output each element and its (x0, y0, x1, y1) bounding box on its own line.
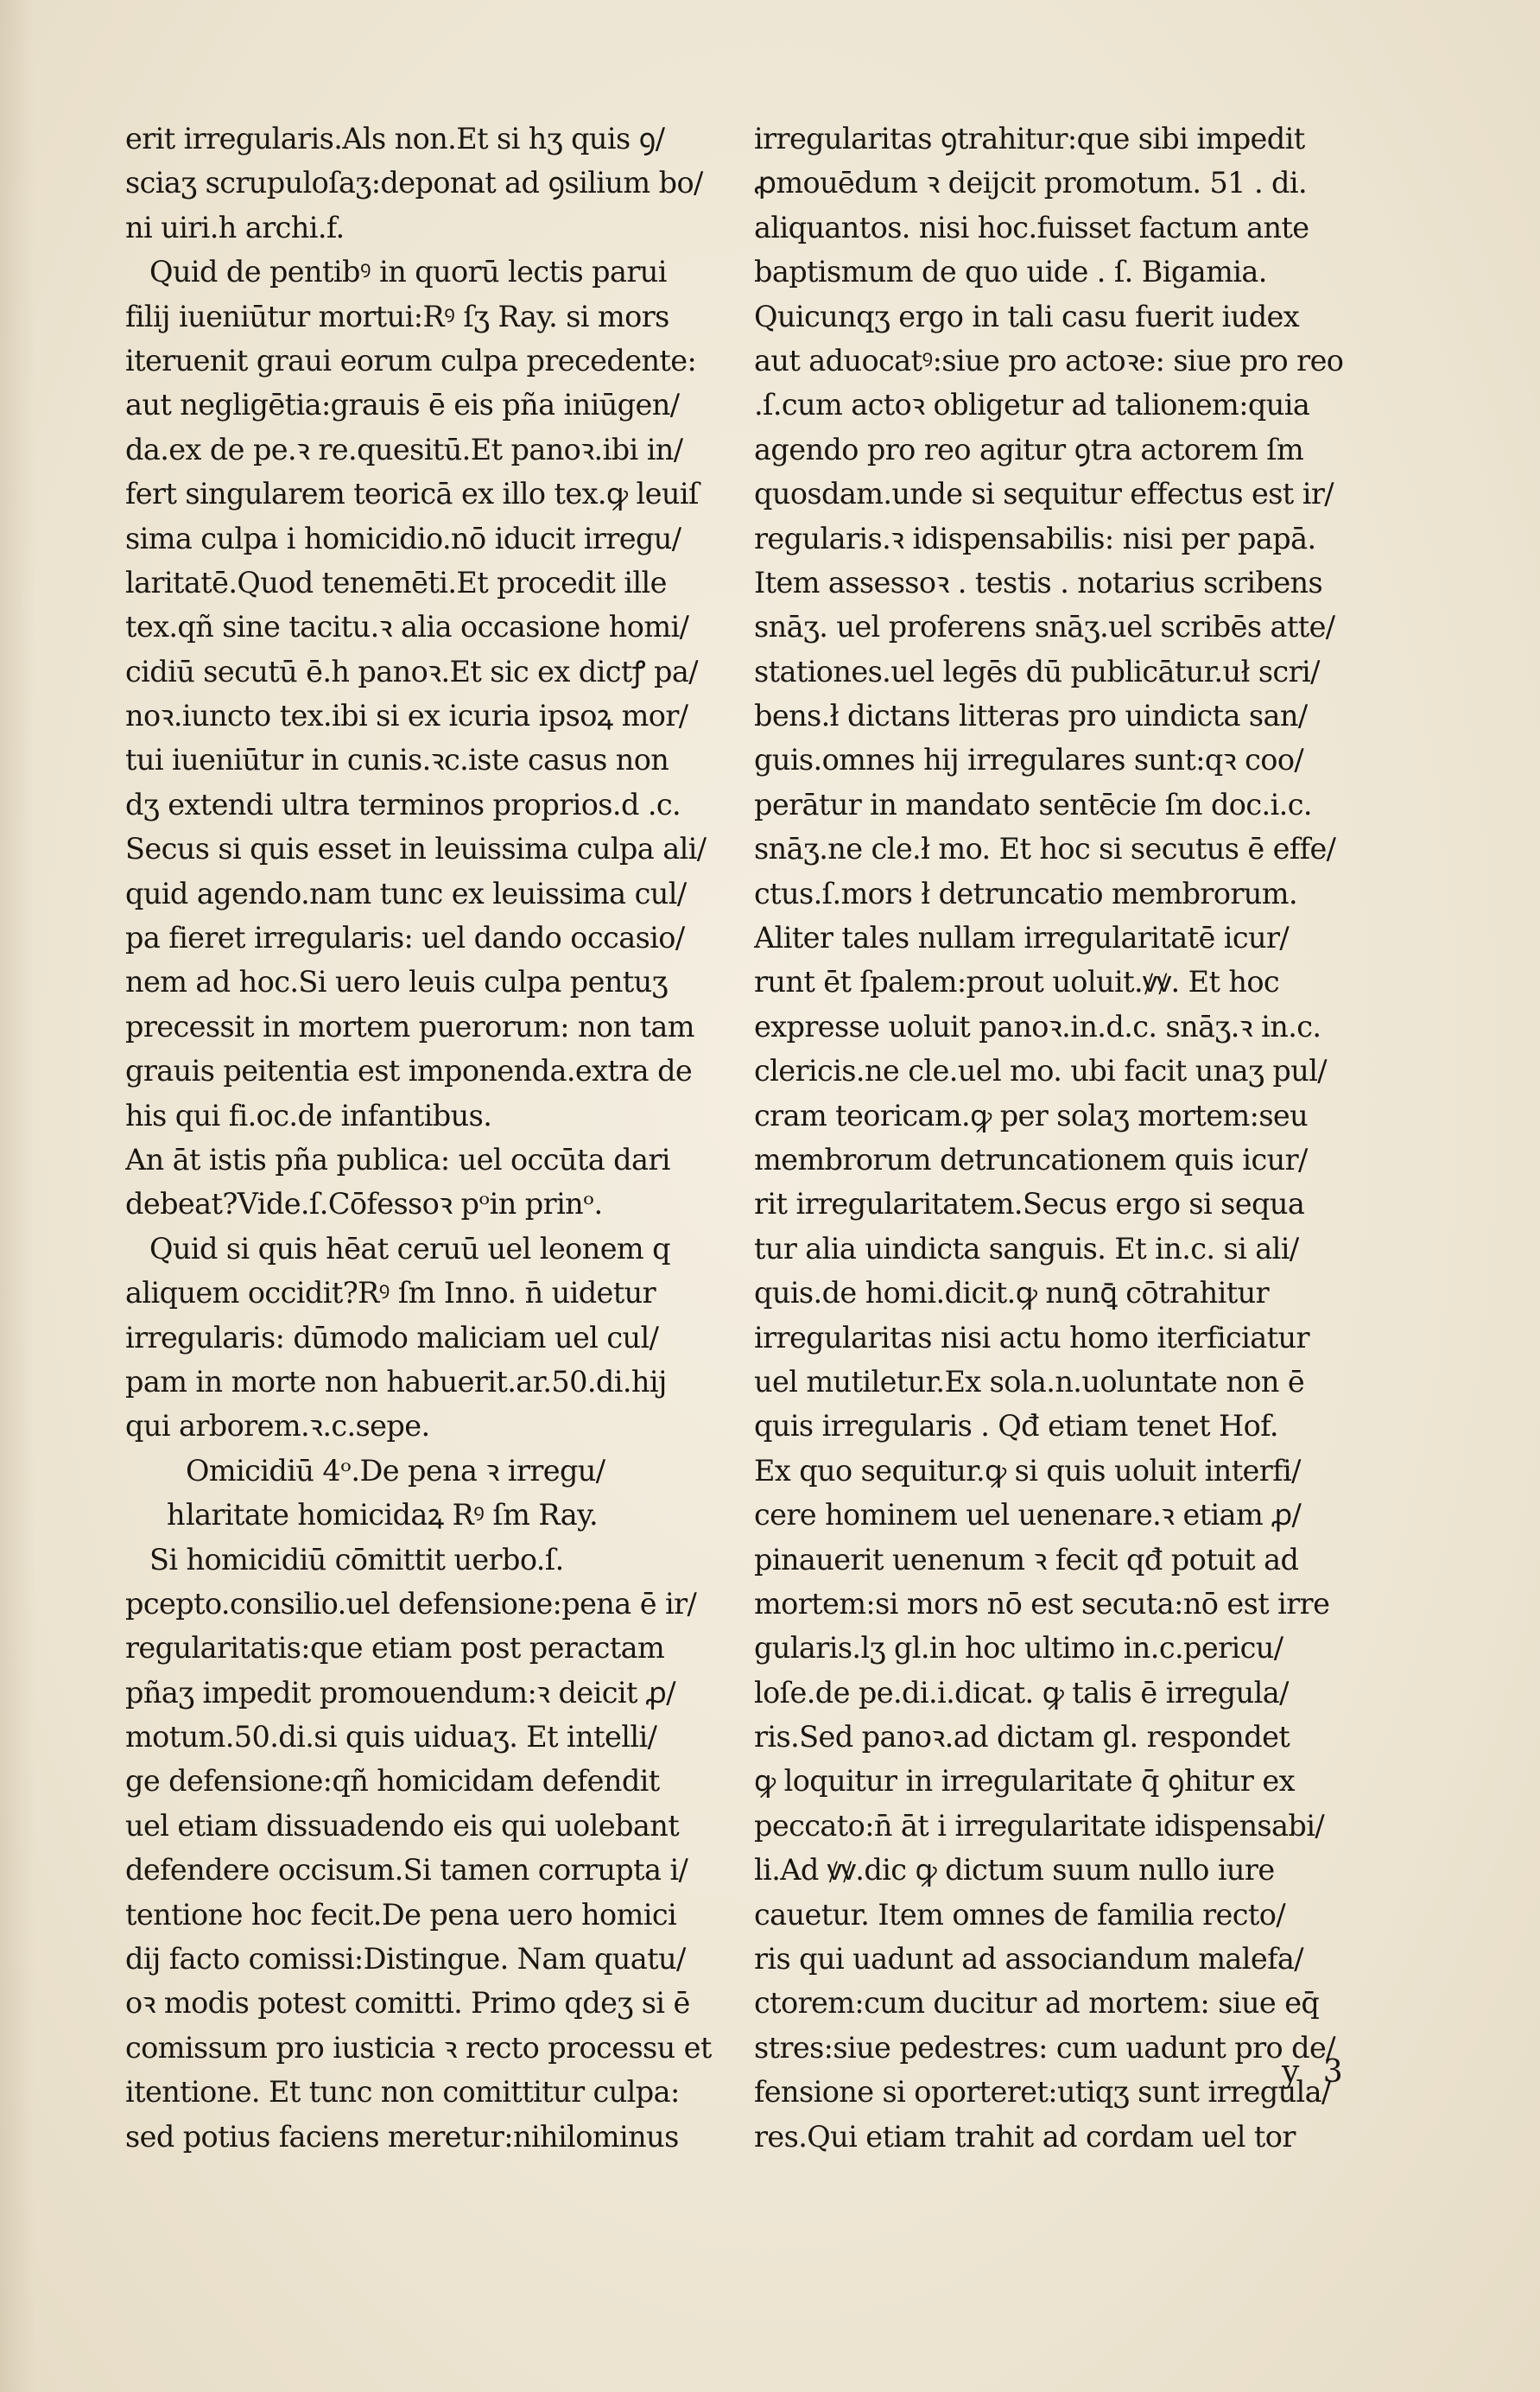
text-line: laritatē.Quod tenemēti.Et procedit ille (125, 565, 667, 600)
text-line: res.Qui etiam trahit ad cordam uel tor (754, 2119, 1296, 2154)
text-line: pa fieret irregularis: uel dando occasio/ (125, 921, 685, 955)
text-line: tur alia uindicta sanguis. Et in.c. si ali/ (754, 1231, 1299, 1266)
text-line: cidiū secutū ē.h panoꝛ.Et sic ex dictꝭ pa/ (125, 654, 698, 688)
text-line: Secus si quis esset in leuissima culpa ali/ (125, 832, 707, 866)
text-line: stres:siue pedestres: cum uadunt pro de/ (754, 2030, 1335, 2065)
text-line: filij iueniūtur mortui:Rꝰ ſʒ Ray. si mors (125, 299, 669, 333)
text-line: precessit in mortem puerorum: non tam (125, 1009, 694, 1044)
text-line: uel mutiletur.Ex sola.n.uoluntate non ē (754, 1364, 1305, 1399)
text-line: qui arborem.ꝛ.c.sepe. (125, 1409, 430, 1443)
text-line: sciaʒ scrupuloſaʒ:deponat ad ꝯsilium bo/ (125, 166, 703, 200)
text-line: da.ex de pe.ꝛ re.quesitū.Et panoꝛ.ibi in/ (125, 432, 683, 466)
text-line: quis.de homi.dicit.ꝙ nunꝗ̄ cōtrahitur (754, 1276, 1270, 1310)
text-line: aut aduocatꝰ:siue pro actoꝛe: siue pro reo (754, 343, 1344, 378)
text-line: Quid si quis hēat ceruū uel leonem q (149, 1231, 670, 1266)
text-line: ꝙ loquitur in irregularitate q̄ ꝯhitur ex (754, 1764, 1295, 1799)
text-line: An āt istis pña publica: uel occūta dari (125, 1142, 670, 1177)
text-line: oꝛ modis potest comitti. Primo qdeʒ si ē (125, 1986, 690, 2021)
text-line: sima culpa i homicidio.nō iducit irregu/ (125, 521, 681, 555)
text-line: irregularitas nisi actu homo iterficiatur (754, 1320, 1309, 1355)
text-line: snāʒ.ne cle.ł mo. Et hoc si secutus ē effe/ (754, 832, 1336, 866)
text-line: peccato:n̄ āt i irregularitate idispensabi/ (754, 1808, 1325, 1843)
left-column (125, 117, 740, 2159)
text-line: li.Ad ꝟꝟ.dic ꝙ dictum suum nullo iure (754, 1853, 1275, 1888)
text-line: snāʒ. uel proferens snāʒ.uel scribēs atte/ (754, 610, 1335, 644)
text-line: regularitatis:que etiam post peractam (125, 1631, 665, 1666)
text-line: ꝓmouēdum ꝛ deijcit promotum. 51 . di. (754, 166, 1308, 200)
text-line: noꝛ.iuncto tex.ibi si ex icuria ipsoꝝ mor/ (125, 699, 688, 733)
text-line: erit irregularis.Als non.Et si hʒ quis ꝯ/ (125, 122, 665, 155)
guide-letter-spacer (167, 1449, 186, 1493)
text-line: nem ad hoc.Si uero leuis culpa pentuʒ (125, 965, 668, 999)
text-line: itentione. Et tunc non comittitur culpa: (125, 2075, 680, 2110)
text-line: Quid de pentibꝰ in quorū lectis parui (149, 255, 667, 289)
text-line: Ex quo sequitur.ꝙ si quis uoluit interfi/ (754, 1453, 1301, 1488)
text-line: baptismum de quo uide . ſ. Bigamia. (754, 255, 1267, 289)
heading-line: Omicidiū 4ᵒ.De pena ꝛ irregu/ (186, 1453, 605, 1488)
text-line: irregularis: dūmodo maliciam uel cul/ (125, 1320, 659, 1355)
text-line: Si homicidiū cōmittit uerbo.ſ. (149, 1542, 564, 1577)
text-line: Quicunqʒ ergo in tali casu fuerit iudex (754, 299, 1300, 333)
text-line: tui iueniūtur in cunis.ꝛc.iste casus non (125, 743, 669, 777)
text-line: clericis.ne cle.uel mo. ubi facit unaʒ pul/ (754, 1054, 1327, 1088)
text-line: irregularitas ꝯtrahitur:que sibi impedit (754, 122, 1305, 155)
text-line: quid agendo.nam tunc ex leuissima cul/ (125, 876, 687, 910)
text-line: uel etiam dissuadendo eis qui uolebant (125, 1808, 680, 1843)
text-line: bens.ł dictans litteras pro uindicta san/ (754, 699, 1308, 733)
text-line: cram teoricam.ꝙ per solaʒ mortem:seu (754, 1098, 1309, 1133)
text-line: expresse uoluit panoꝛ.in.d.c. snāʒ.ꝛ in.c. (754, 1009, 1321, 1044)
guide-letter (125, 1449, 186, 1538)
text-line: aliquantos. nisi hoc.fuisset factum ante (754, 210, 1309, 244)
text-line: loſe.de pe.di.i.dicat. ꝙ talis ē irregula/ (754, 1675, 1289, 1710)
text-line: mortem:si mors nō est secuta:nō est irre (754, 1586, 1330, 1621)
text-line: pinauerit uenenum ꝛ fecit qđ potuit ad (754, 1542, 1299, 1577)
text-line: pcepto.consilio.uel defensione:pena ē ir/ (125, 1586, 697, 1621)
text-line: pñaʒ impedit promouendum:ꝛ deicit ꝓ/ (125, 1675, 675, 1710)
text-line: pam in morte non habuerit.ar.50.di.hij (125, 1364, 667, 1399)
text-line: comissum pro iusticia ꝛ recto processu et (125, 2030, 712, 2065)
text-line: perātur in mandato sentēcie ſm doc.i.c. (754, 787, 1312, 822)
text-line: dʒ extendi ultra terminos proprios.d .c. (125, 787, 681, 822)
section-heading (125, 1449, 740, 1538)
signature-mark: y 3 (1282, 2054, 1350, 2090)
text-line: regularis.ꝛ idispensabilis: nisi per papā. (754, 521, 1316, 555)
text-line: ris qui uadunt ad associandum malefa/ (754, 1942, 1303, 1976)
text-line: dij facto comissi:Distingue. Nam quatu/ (125, 1942, 686, 1976)
text-line: agendo pro reo agitur ꝯtra actorem ſm (754, 432, 1304, 466)
text-line: ris.Sed panoꝛ.ad dictam gl. respondet (754, 1720, 1290, 1754)
text-line: ctorem:cum ducitur ad mortem: siue eq̄ (754, 1986, 1320, 2021)
text-line: ctus.ſ.mors ł detruncatio membrorum. (754, 876, 1298, 910)
text-line: .ſ.cum actoꝛ obligetur ad talionem:quia (754, 388, 1310, 422)
text-line: defendere occisum.Si tamen corrupta i/ (125, 1853, 688, 1888)
text-line: his qui fi.oc.de infantibus. (125, 1098, 492, 1133)
text-line: debeat?Vide.ſ.Cōfessoꝛ pᵒin prinᵒ. (125, 1187, 603, 1221)
text-line: runt ēt ſpalem:prout uoluit.ꝟꝟ. Et hoc (754, 965, 1280, 999)
text-line: Item assessoꝛ . testis . notarius scribens (754, 565, 1323, 600)
text-line: membrorum detruncationem quis icur/ (754, 1142, 1308, 1177)
text-line: rit irregularitatem.Secus ergo si sequa (754, 1187, 1305, 1221)
text-line: iteruenit graui eorum culpa precedente: (125, 343, 697, 378)
text-line: stationes.uel legēs dū publicātur.uł scri/ (754, 654, 1320, 688)
text-line: aut negligētia:grauis ē eis pña iniūgen/ (125, 388, 680, 422)
text-line: guis.omnes hij irregulares sunt:qꝛ coo/ (754, 743, 1304, 777)
text-line: tex.qñ sine tacitu.ꝛ alia occasione homi/ (125, 610, 689, 644)
text-line: quosdam.unde si sequitur effectus est ir/ (754, 477, 1334, 511)
text-line: aliquem occidit?Rꝰ ſm Inno. n̄ uidetur (125, 1276, 656, 1310)
text-line: cauetur. Item omnes de familia recto/ (754, 1897, 1286, 1932)
text-line: ge defensione:qñ homicidam defendit (125, 1764, 660, 1799)
text-line: sed potius faciens meretur:nihilominus (125, 2119, 679, 2154)
text-line: cere hominem uel uenenare.ꝛ etiam ꝓ/ (754, 1498, 1302, 1532)
text-line: motum.50.di.si quis uiduaʒ. Et intelli/ (125, 1720, 657, 1754)
heading-line: laritate homicidaꝝ Rꝰ ſm Ray. (186, 1498, 599, 1532)
text-line: quis irregularis . Qđ etiam tenet Hof. (754, 1409, 1278, 1443)
text-line: fert singularem teoricā ex illo tex.ꝙ leuiſ (125, 477, 699, 511)
guide-letter-text: h (167, 1498, 185, 1532)
text-line: grauis peitentia est imponenda.extra de (125, 1054, 693, 1088)
text-line: ni uiri.h archi.f. (125, 210, 345, 244)
right-column (754, 117, 1436, 2159)
text-line: fensione si oporteret:utiqʒ sunt irregula/ (754, 2075, 1331, 2110)
heading-text (186, 1449, 740, 1538)
text-line: Aliter tales nullam irregularitatē icur/ (754, 921, 1290, 955)
text-line: gularis.lʒ gl.in hoc ultimo in.c.pericu/ (754, 1631, 1283, 1666)
text-line: tentione hoc fecit.De pena uero homici (125, 1897, 677, 1932)
